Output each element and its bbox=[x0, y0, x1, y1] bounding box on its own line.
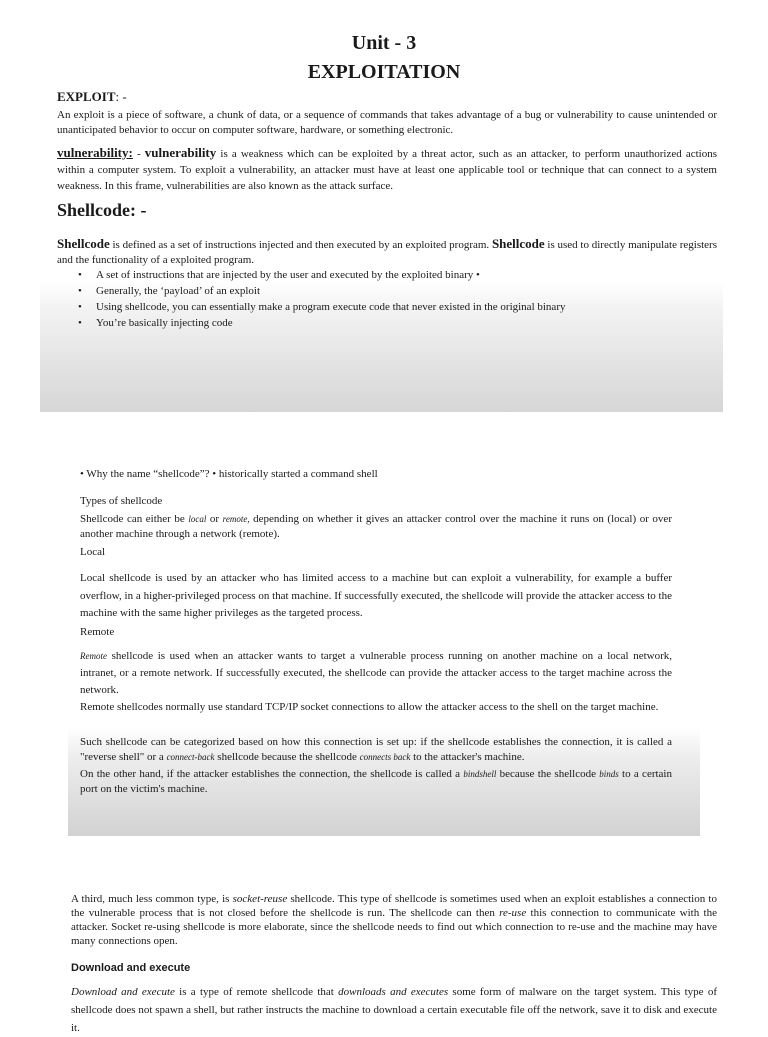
list-item: • You’re basically injecting code bbox=[76, 315, 716, 331]
exploit-label: EXPLOIT bbox=[57, 89, 116, 104]
shellcode-definition bbox=[57, 236, 717, 268]
exploit-definition: An exploit is a piece of software, a chunk of data, or a sequence of commands that takes advantage of a bug or vulnerability to cause unintended or unanticipated behavior to occur on computer software, hardware, or something electronic. bbox=[57, 109, 717, 136]
exploit-heading bbox=[57, 89, 127, 105]
download-heading: Download and execute bbox=[71, 962, 191, 974]
italic-term: re-use bbox=[499, 907, 527, 919]
text: A third, much less common type, is bbox=[71, 893, 233, 905]
term: Shellcode bbox=[491, 236, 545, 251]
italic-term: connects back bbox=[359, 752, 411, 762]
text: depending on whether it gives an attacker control over the machine it runs on (local) or over another machine through a network (remote). bbox=[80, 513, 672, 540]
text: or bbox=[206, 513, 223, 525]
italic-term: Download and execute bbox=[71, 986, 175, 998]
why-shellcode: • Why the name “shellcode”? • historically started a command shell bbox=[80, 468, 378, 480]
remote-heading: Remote bbox=[80, 626, 115, 638]
text: shellcode is used when an attacker wants to target a vulnerable process running on another machine on a local network, intranet, or a remote network. If successfully executed, the shellcode can provide the attacker access to the target machine across the network. bbox=[80, 650, 672, 696]
list-item: • Generally, the ‘payload’ of an exploit bbox=[76, 283, 716, 299]
text: is used to directly manipulate registers and the functionality of a exploited program. bbox=[57, 239, 717, 266]
italic-term: local bbox=[188, 514, 207, 524]
shellcode-bullets bbox=[76, 267, 716, 331]
italic-term: connect-back bbox=[166, 752, 215, 762]
text: shellcode because the shellcode bbox=[214, 751, 360, 763]
text: shellcode. This type of shellcode is sometimes used when an exploit establishes a connection to the vulnerable process that is not closed before the shellcode is run. The shellcode can then bbox=[71, 893, 717, 919]
text: to a certain port on the victim's machine. bbox=[80, 768, 672, 795]
bindshell-paragraph bbox=[80, 767, 672, 797]
remote-paragraph bbox=[80, 648, 672, 699]
download-paragraph bbox=[71, 983, 717, 1037]
text: is defined as a set of instructions injected and then executed by an exploited program. bbox=[109, 239, 492, 251]
text: this connection to communicate with the attacker. Socket re-using shellcode is more elaborate, since the shellcode needs to find out which connection to re-use and the machine may have many connections open. bbox=[71, 907, 717, 947]
types-paragraph bbox=[80, 512, 672, 542]
italic-term: Remote bbox=[80, 651, 107, 661]
list-item: • Using shellcode, you can essentially make a program execute code that never existed in the original binary bbox=[76, 299, 716, 315]
italic-term: socket-reuse bbox=[232, 893, 288, 905]
shellcode-heading: Shellcode: - bbox=[57, 200, 147, 220]
term: Shellcode bbox=[57, 236, 110, 251]
remote-tcp-paragraph: Remote shellcodes normally use standard TCP/IP socket connections to allow the attacker access to the shell on the target machine. bbox=[80, 701, 659, 713]
page-heading: EXPLOITATION bbox=[307, 61, 461, 83]
italic-term: bindshell bbox=[463, 769, 497, 779]
text: is a type of remote shellcode that bbox=[174, 986, 339, 998]
local-heading: Local bbox=[80, 546, 106, 558]
vulnerability-paragraph bbox=[57, 145, 717, 194]
text: some form of malware on the target system. This type of shellcode does not spawn a shell, but rather instructs the machine to download a certain executable file off the network, save it to disk and execute it. bbox=[71, 986, 717, 1034]
socket-reuse-paragraph bbox=[71, 892, 717, 948]
italic-term: remote, bbox=[222, 514, 250, 524]
vulnerability-label: vulnerability: bbox=[57, 145, 133, 160]
reverse-shell-paragraph bbox=[80, 735, 672, 765]
italic-term: binds bbox=[599, 769, 619, 779]
text: to the attacker's machine. bbox=[410, 751, 525, 763]
italic-term: downloads and executes bbox=[338, 986, 449, 998]
types-heading: Types of shellcode bbox=[80, 495, 163, 507]
dash: - bbox=[132, 148, 145, 160]
list-item: • A set of instructions that are injected by the user and executed by the exploited binary • bbox=[76, 267, 716, 283]
unit-title: Unit - 3 bbox=[351, 32, 417, 54]
text: Shellcode can either be bbox=[80, 513, 189, 525]
local-paragraph: Local shellcode is used by an attacker who has limited access to a machine but can exploit a vulnerability, for example a buffer overflow, in a higher-privileged process on that machine. If successfully executed, the shellcode will provide the attacker access to the machine with the same higher privileges as the targeted process. bbox=[80, 572, 672, 619]
text: Such shellcode can be categorized based on how this connection is set up: if the shellcode establishes the connection, it is called a "reverse shell" or a bbox=[80, 736, 672, 763]
exploit-suffix: : - bbox=[115, 89, 127, 104]
vulnerability-text: is a weakness which can be exploited by a threat actor, such as an attacker, to perform unauthorized actions within a computer system. To exploit a vulnerability, an attacker must have at least one applicable tool or technique that can connect to a system weakness. In this frame, vulnerabilities are also known as the attack surface. bbox=[57, 148, 717, 192]
text: because the shellcode bbox=[496, 768, 600, 780]
text: On the other hand, if the attacker establishes the connection, the shellcode is called a bbox=[80, 768, 464, 780]
vulnerability-term: vulnerability bbox=[144, 145, 217, 160]
